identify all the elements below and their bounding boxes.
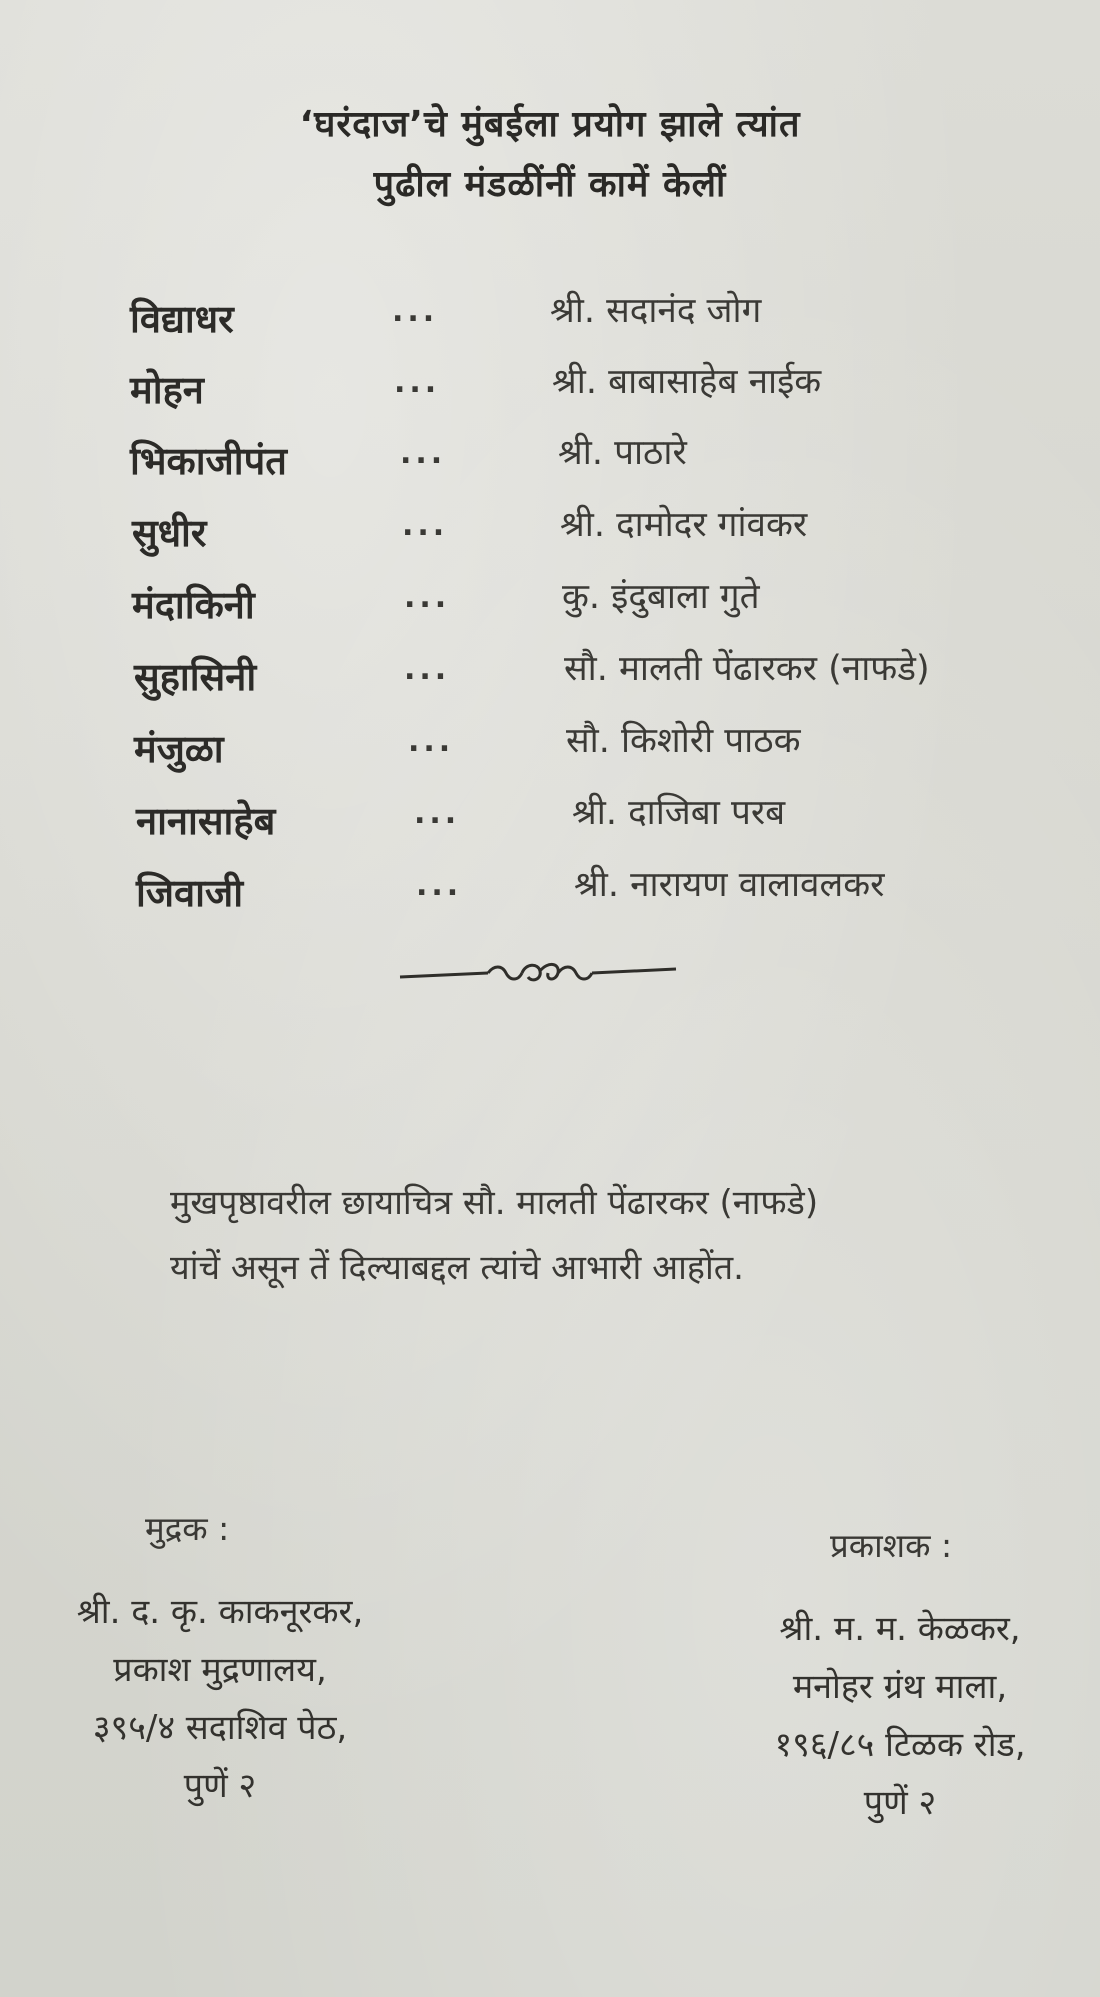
- cast-actor: श्री. दाजिबा परब: [572, 793, 786, 833]
- cast-role: सुधीर: [132, 511, 207, 555]
- cast-actor: श्री. पाठारे: [558, 433, 687, 473]
- cast-role: भिकाजीपंत: [130, 439, 287, 483]
- cast-dots: ...: [392, 294, 439, 329]
- cast-dots: ...: [416, 868, 463, 903]
- ornament-divider-icon: [398, 955, 678, 995]
- cast-list: [0, 0, 1100, 920]
- cast-dots: ...: [394, 365, 441, 400]
- cast-dots: ...: [404, 652, 451, 687]
- cast-role: विद्याधर: [130, 297, 234, 341]
- cast-actor: श्री. दामोदर गांवकर: [560, 505, 808, 545]
- cast-dots: ...: [414, 796, 461, 831]
- cast-actor: सौ. मालती पेंढारकर (नाफडे): [564, 649, 930, 689]
- cast-role: जिवाजी: [136, 871, 244, 915]
- cast-role: नानासाहेब: [136, 799, 276, 843]
- cast-role: सुहासिनी: [134, 655, 257, 699]
- printer-title: मुद्रक :: [145, 1509, 230, 1548]
- printer-line: पुणें २: [183, 1766, 257, 1806]
- cast-role: मंदाकिनी: [132, 583, 255, 627]
- cast-role: मंजुळा: [134, 727, 224, 771]
- cast-actor: श्री. बाबासाहेब नाईक: [552, 362, 822, 402]
- cover-photo-credit-line-1: मुखपृष्ठावरील छायाचित्र सौ. मालती पेंढारकर (नाफडे): [170, 1183, 819, 1223]
- heading-line-2: पुढील मंडळींनीं कामें केलीं: [373, 164, 727, 205]
- cast-actor: सौ. किशोरी पाठक: [566, 721, 801, 761]
- publisher-line: श्री. म. म. केळकर,: [779, 1609, 1021, 1649]
- cast-role: मोहन: [130, 368, 204, 412]
- cast-dots: ...: [400, 436, 447, 471]
- printer-line: प्रकाश मुद्रणालय,: [113, 1650, 327, 1690]
- publisher-line: मनोहर ग्रंथ माला,: [792, 1667, 1008, 1707]
- cast-dots: ...: [404, 580, 451, 615]
- cast-actor: श्री. सदानंद जोग: [550, 291, 762, 331]
- cast-dots: ...: [402, 508, 449, 543]
- printer-line: ३९५/४ सदाशिव पेठ,: [92, 1708, 348, 1748]
- cast-actor: श्री. नारायण वालावलकर: [574, 865, 885, 905]
- publisher-line: १९६/८५ टिळक रोड,: [774, 1725, 1026, 1765]
- cover-photo-credit-line-2: यांचें असून तें दिल्याबद्दल त्यांचे आभारी आहोंत.: [170, 1248, 744, 1288]
- publisher-line: पुणें २: [863, 1783, 937, 1823]
- heading-line-1: ‘घरंदाज’चे मुंबईला प्रयोग झाले त्यांत: [299, 104, 801, 145]
- printer-line: श्री. द. कृ. काकनूरकर,: [76, 1592, 364, 1632]
- publisher-title: प्रकाशक :: [830, 1526, 953, 1565]
- cast-dots: ...: [408, 724, 455, 759]
- cast-actor: कु. इंदुबाला गुते: [562, 577, 760, 617]
